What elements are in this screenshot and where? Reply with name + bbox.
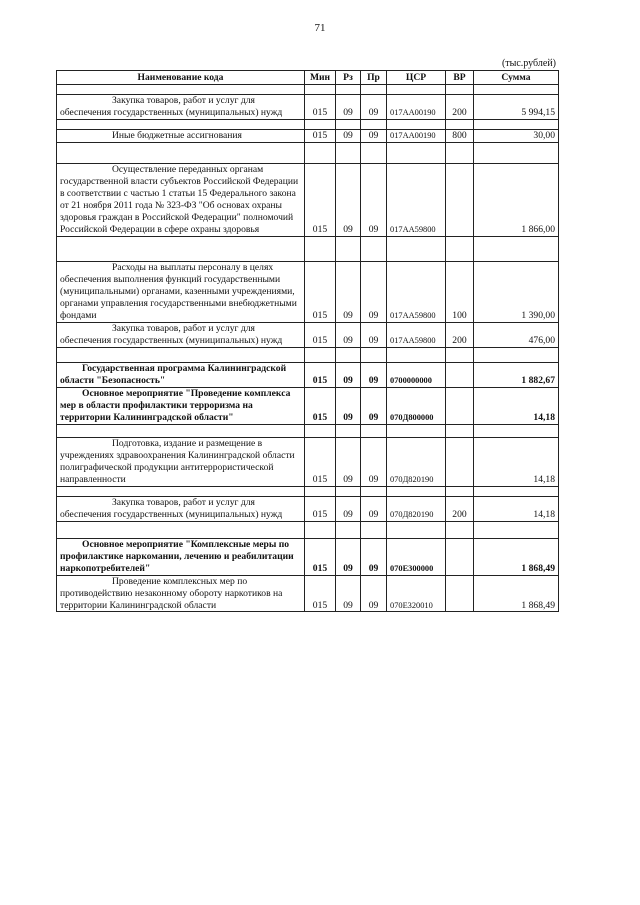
row-rz: 09 [336,163,361,236]
row-vr [446,437,474,486]
budget-table [56,70,559,612]
row-name: Закупка товаров, работ и услуг для обеспечения государственных (муниципальных) нужд [57,95,305,120]
row-name: Осуществление переданных органам государственной власти субъектов Российской Федерации в соответствии с частью 1 статьи 15 Федерального закона от 21 ноября 2011 года № 323-ФЗ "Об основах охраны здоровья граждан в Российской Федерации" полномочий Российской Федерации в сфере охраны здоровья [57,163,305,236]
spacer-row [57,142,559,163]
row-rz: 09 [336,575,361,612]
row-vr [446,387,474,424]
row-rz: 09 [336,362,361,387]
row-name: Иные бюджетные ассигнования [57,129,305,142]
spacer-row [57,486,559,496]
row-min: 015 [305,496,336,521]
header-csr: ЦСР [387,71,446,85]
row-csr: 070Д820190 [387,496,446,521]
row-vr: 200 [446,322,474,347]
header-min: Мин [305,71,336,85]
row-name: Основное мероприятие "Комплексные меры по профилактике наркомании, лечению и реабилитации наркопотребителей" [57,538,305,575]
row-csr: 017АА59800 [387,322,446,347]
row-sum: 14,18 [474,437,559,486]
row-csr: 017АА00190 [387,129,446,142]
row-min: 015 [305,129,336,142]
spacer-row [57,424,559,437]
row-csr: 017АА59800 [387,163,446,236]
row-sum: 14,18 [474,496,559,521]
row-vr: 200 [446,496,474,521]
row-pr: 09 [361,163,387,236]
row-csr: 0700000000 [387,362,446,387]
header-sum: Сумма [474,71,559,85]
row-min: 015 [305,387,336,424]
row-min: 015 [305,575,336,612]
row-rz: 09 [336,129,361,142]
table-row [57,95,559,120]
row-name: Основное мероприятие "Проведение комплекса мер в области профилактики терроризма на территории Калининградской области" [57,387,305,424]
row-pr: 09 [361,95,387,120]
row-csr: 017АА00190 [387,95,446,120]
table-row [57,496,559,521]
row-min: 015 [305,362,336,387]
row-pr: 09 [361,261,387,322]
row-sum: 1 866,00 [474,163,559,236]
row-name: Государственная программа Калининградской области "Безопасность" [57,362,305,387]
row-sum: 1 868,49 [474,538,559,575]
row-rz: 09 [336,261,361,322]
row-name: Расходы на выплаты персоналу в целях обеспечения выполнения функций государственными (муниципальными) органами, казенными учреждениями, органами управления государственными внебюджетными фондами [57,261,305,322]
table-header-row [57,71,559,85]
row-vr: 200 [446,95,474,120]
row-vr: 800 [446,129,474,142]
units-label: (тыс.рублей) [501,58,556,69]
row-rz: 09 [336,387,361,424]
row-sum: 14,18 [474,387,559,424]
row-name: Подготовка, издание и размещение в учреждениях здравоохранения Калининградской области полиграфической продукции антитеррористической направленности [57,437,305,486]
header-pr: Пр [361,71,387,85]
header-rz: Рз [336,71,361,85]
row-csr: 070Д820190 [387,437,446,486]
row-name: Закупка товаров, работ и услуг для обеспечения государственных (муниципальных) нужд [57,322,305,347]
table-row [57,322,559,347]
row-vr [446,362,474,387]
table-row [57,437,559,486]
header-vr: ВР [446,71,474,85]
row-min: 015 [305,261,336,322]
table-row [57,129,559,142]
row-pr: 09 [361,387,387,424]
table-row [57,261,559,322]
row-min: 015 [305,163,336,236]
row-pr: 09 [361,496,387,521]
row-name: Проведение комплексных мер по противодействию незаконному обороту наркотиков на территории Калининградской области [57,575,305,612]
row-csr: 070Д800000 [387,387,446,424]
row-min: 015 [305,437,336,486]
row-rz: 09 [336,95,361,120]
spacer-row [57,521,559,538]
row-sum: 476,00 [474,322,559,347]
spacer-row [57,85,559,95]
row-rz: 09 [336,437,361,486]
row-csr: 017АА59800 [387,261,446,322]
row-pr: 09 [361,437,387,486]
row-rz: 09 [336,538,361,575]
row-pr: 09 [361,575,387,612]
row-min: 015 [305,95,336,120]
row-rz: 09 [336,322,361,347]
row-sum: 5 994,15 [474,95,559,120]
row-csr: 070Е320010 [387,575,446,612]
row-pr: 09 [361,129,387,142]
table-row [57,163,559,236]
row-sum: 1 882,67 [474,362,559,387]
row-sum: 1 390,00 [474,261,559,322]
spacer-row [57,236,559,261]
row-csr: 070Е300000 [387,538,446,575]
row-pr: 09 [361,322,387,347]
row-vr [446,575,474,612]
row-min: 015 [305,322,336,347]
row-pr: 09 [361,538,387,575]
table-row [57,362,559,387]
row-min: 015 [305,538,336,575]
spacer-row [57,347,559,362]
table-row [57,575,559,612]
table-row [57,538,559,575]
row-sum: 30,00 [474,129,559,142]
spacer-row [57,119,559,129]
row-name: Закупка товаров, работ и услуг для обеспечения государственных (муниципальных) нужд [57,496,305,521]
page-number: 71 [314,22,326,34]
row-sum: 1 868,49 [474,575,559,612]
row-vr [446,163,474,236]
row-vr: 100 [446,261,474,322]
header-name: Наименование кода [57,71,305,85]
row-pr: 09 [361,362,387,387]
row-rz: 09 [336,496,361,521]
row-vr [446,538,474,575]
table-row [57,387,559,424]
